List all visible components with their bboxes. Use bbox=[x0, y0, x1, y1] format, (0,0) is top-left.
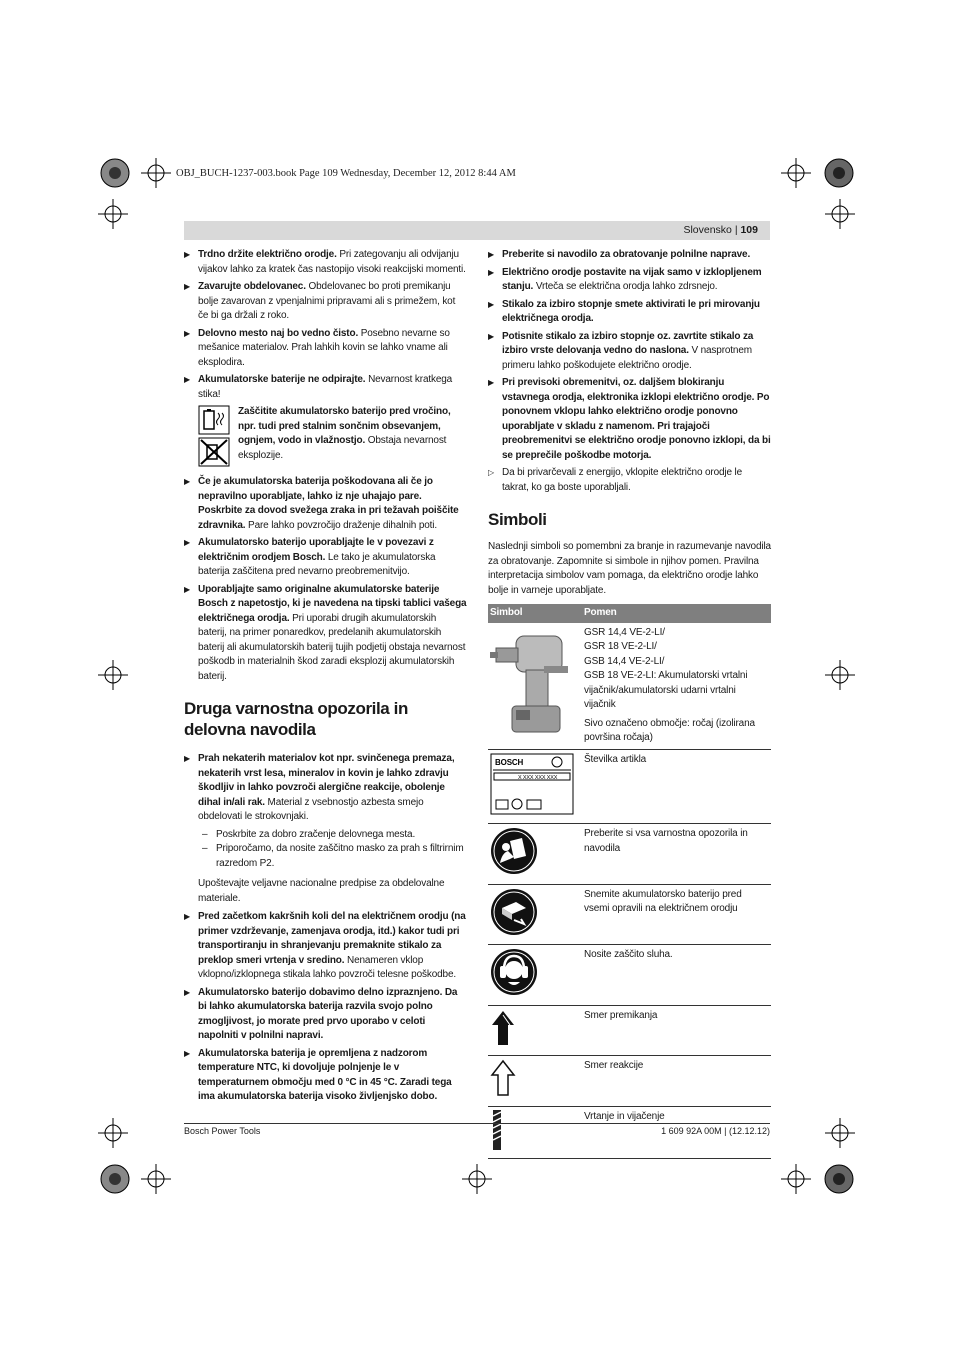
page-number: 109 bbox=[740, 224, 758, 236]
page-header bbox=[184, 221, 770, 240]
table-row bbox=[488, 623, 771, 750]
meaning-line: GSR 18 VE-2-LI/ bbox=[584, 641, 657, 652]
print-header: OBJ_BUCH-1237-003.book Page 109 Wednesday, December 12, 2012 8:44 AM bbox=[176, 168, 516, 179]
hearing-protection-icon bbox=[490, 948, 576, 1002]
left-column bbox=[184, 248, 467, 1108]
crosshair-icon bbox=[825, 660, 855, 690]
bullet-item: ▶ Akumulatorsko baterijo dobavimo delno izpraznjeno. Da bi lahko akumulatorska baterija razvila svojo polno zmogljivost, jo morate pred prvo uporabo v celoti napolniti v polnilni napravi. bbox=[184, 986, 467, 1044]
bullet-item: ▶ Zavarujte obdelovanec. Obdelovanec bo proti premikanju bolje zavarovan z vpenjalnimi pripravami ali s primežem, kot če bi ga držali z roko. bbox=[184, 280, 467, 324]
right-column bbox=[488, 248, 771, 1159]
table-row bbox=[488, 749, 771, 824]
table-row bbox=[488, 824, 771, 885]
dash-item: – Priporočamo, da nosite zaščitno masko za prah s filtrirnim razredom P2. bbox=[184, 842, 467, 871]
bullet-item: ▶ Pred začetkom kakršnih koli del na električnem orodju (na primer vzdrževanje, zamenjava orodja, itd.) kakor tudi pri transportiranju in shranjevanju premaknite stikalo za preklop smeri vrtenja v sredino. Nenameren vklop vklopno/izklopnega stikala lahko povzroči telesne poškodbe. bbox=[184, 910, 467, 983]
bullet-item: ▶ Delovno mesto naj bo vedno čisto. Posebno nevarne so mešanice materialov. Prah lahkih kovin se lahko vname ali eksplodira. bbox=[184, 327, 467, 371]
crosshair-icon bbox=[141, 1164, 171, 1194]
meaning-line: Smer reakcije bbox=[584, 1060, 644, 1071]
registration-mark-icon bbox=[823, 1163, 855, 1195]
battery-heat-icon bbox=[198, 405, 230, 435]
bullet-item: ▶ Če je akumulatorska baterija poškodovana ali če jo nepravilno uporabljate, lahko iz nje uhajajo pare. Poskrbite za dovod svežega zraka in pri težavah poiščite zdravnika. Pare lahko povzročijo draženje dihalnih poti. bbox=[184, 475, 467, 533]
nameplate-icon bbox=[490, 753, 576, 821]
crosshair-icon bbox=[98, 199, 128, 229]
bullet-item: ▶ Uporabljajte samo originalne akumulatorske baterije Bosch z napetostjo, ki je navedena na tipski tablici vašega električnega orodja. Pri uporabi drugih akumulatorskih baterij, na primer ponaredkov, predelanih akumulatorskih baterij ali akumulatorskih baterij tujih podjetij obstaja nevarnost poškodb in materialnih škod zaradi eksplozij akumulatorskih baterij. bbox=[184, 583, 467, 685]
registration-mark-icon bbox=[99, 157, 131, 189]
meaning-line: Snemite akumulatorsko baterijo pred vsemi opravili na električnem orodju bbox=[584, 888, 742, 914]
svg-text:X XXX XXX XXX: X XXX XXX XXX bbox=[518, 774, 558, 781]
bullet-item: ▶ Stikalo za izbiro stopnje smete aktivirati le pri mirovanju električnega orodja. bbox=[488, 298, 771, 327]
battery-heat-warning bbox=[198, 405, 467, 469]
table-row bbox=[488, 884, 771, 945]
meaning-extra: Sivo označeno območje: ročaj (izolirana površina ročaja) bbox=[584, 717, 755, 743]
crosshair-icon bbox=[98, 660, 128, 690]
left-mid-bullets bbox=[184, 475, 467, 684]
dash-list bbox=[184, 828, 467, 872]
bullet-item: ▶ Preberite si navodilo za obratovanje polnilne naprave. bbox=[488, 248, 771, 263]
footer-rule bbox=[184, 1123, 770, 1124]
tip-item: ▷ Da bi privarčevali z energijo, vklopite električno orodje le takrat, ko ga boste uporabljali. bbox=[488, 466, 771, 495]
crosshair-icon bbox=[781, 1164, 811, 1194]
footer-brand: Bosch Power Tools bbox=[184, 1126, 261, 1136]
meaning-line: Preberite si vsa varnostna opozorila in navodila bbox=[584, 828, 748, 854]
bullet-item: ▶ Akumulatorska baterija je opremljena z nadzorom temperature NTC, ki dovoljuje polnjenje le v temperaturnem območju med 0 °C in 45 °C. Zaradi tega ima akumulatorska baterija visoko življenjsko dobo. bbox=[184, 1047, 467, 1105]
crosshair-icon bbox=[98, 1118, 128, 1148]
warning-bold: Zaščitite akumulatorsko baterijo pred vročino, npr. tudi pred stalnim sončnim obsevanjem, ognjem, vodo in vlažnostjo. bbox=[238, 406, 451, 446]
meaning-line: GSB 14,4 VE-2-LI/ bbox=[584, 655, 665, 667]
movement-arrow-icon bbox=[490, 1009, 576, 1053]
registration-mark-icon bbox=[823, 157, 855, 189]
section-title: Druga varnostna opozorila in delovna navodila bbox=[184, 699, 408, 739]
bullet-item: ▶ Trdno držite električno orodje. Pri zategovanju ali odvijanju vijakov lahko za kratek čas nastopijo visoki reakcijski momenti. bbox=[184, 248, 467, 277]
bullet-item: ▶ Potisnite stikalo za izbiro stopnje oz. zavrtite stikalo za izbiro vrste delovanja vedno do naslona. V nasprotnem primeru lahko poškodujete električno orodje. bbox=[488, 330, 771, 374]
meaning-line: GSB 18 VE-2-LI: Akumulatorski vrtalni vijačnik/akumulatorski udarni vrtalni vijačnik bbox=[584, 670, 748, 710]
meaning-line: GSR 14,4 VE-2-LI/ bbox=[584, 626, 665, 638]
crosshair-icon bbox=[825, 199, 855, 229]
meaning-line: Številka artikla bbox=[584, 753, 647, 765]
simboli-title: Simboli bbox=[488, 510, 547, 529]
symbol-table bbox=[488, 604, 771, 1159]
table-header-meaning: Pomen bbox=[578, 604, 771, 623]
remove-battery-icon bbox=[490, 888, 576, 942]
meaning-line: Smer premikanja bbox=[584, 1009, 658, 1021]
crosshair-icon bbox=[781, 158, 811, 188]
left-bottom-bullets bbox=[184, 910, 467, 1105]
left-top-bullets bbox=[184, 248, 467, 402]
registration-mark-icon bbox=[99, 1163, 131, 1195]
bullet-item: ▶ Električno orodje postavite na vijak samo v izklopljenem stanju. Vrteča se električna orodja lahko zdrsnejo. bbox=[488, 266, 771, 295]
bullet-item: ▶ Pri previsoki obremenitvi, oz. daljšem blokiranju vstavnega orodja, elektronika izklopi električno orodje. Po ponovnem vklopu lahko električno orodje ponovno uporabljate v skladu z namenom. Pri trajajoči preobremenitvi se električno orodje ponovno izklopi, da bi se preprečile poškodbe motorja. bbox=[488, 376, 771, 463]
crosshair-icon bbox=[141, 158, 171, 188]
bullet-item: ▶ Akumulatorske baterije ne odpirajte. Nevarnost kratkega stika! bbox=[184, 373, 467, 402]
warning-text: Obstaja nevarnost eksplozije. bbox=[238, 435, 447, 461]
drill-bit-icon bbox=[490, 1110, 576, 1156]
table-row bbox=[488, 1005, 771, 1056]
reaction-arrow-icon bbox=[490, 1059, 576, 1103]
footer-doc-number: 1 609 92A 00M | (12.12.12) bbox=[661, 1126, 770, 1136]
table-row bbox=[488, 945, 771, 1006]
header-separator: | bbox=[731, 224, 741, 236]
right-bullets bbox=[488, 248, 771, 463]
crosshair-icon bbox=[825, 1118, 855, 1148]
crosshair-icon bbox=[462, 1164, 492, 1194]
read-manual-icon bbox=[490, 827, 576, 881]
dash-item: – Poskrbite za dobro zračenje delovnega mesta. bbox=[184, 828, 467, 843]
table-header-symbol: Simbol bbox=[488, 604, 578, 623]
dust-warning: ▶ Prah nekaterih materialov kot npr. svinčenega premaza, nekaterih vrst lesa, mineralov in kovin je lahko zdravju škodljiv in lahko povzroči alergične reakcije, obolenje dihal in/ali rak. Material z vsebnostjo azbesta smejo obdelovati le strokovnjaki. bbox=[184, 752, 467, 825]
meaning-line: Vrtanje in vijačenje bbox=[584, 1110, 665, 1122]
meaning-line: Nosite zaščito sluha. bbox=[584, 949, 673, 960]
no-water-fire-icon bbox=[198, 437, 230, 467]
bullet-item: ▶ Akumulatorsko baterijo uporabljajte le v povezavi z električnim orodjem Bosch. Le tako je akumulatorska baterija zaščitena pred nevarno preobremenitvijo. bbox=[184, 536, 467, 580]
drill-icon bbox=[490, 626, 576, 744]
svg-text:BOSCH: BOSCH bbox=[495, 757, 524, 767]
table-row bbox=[488, 1056, 771, 1107]
header-language: Slovensko bbox=[683, 224, 732, 236]
simboli-intro: Naslednji simboli so pomembni za branje in razumevanje navodila za obratovanje. Zapomnite si simbole in njihov pomen. Pravilna interpretacija simbolov vam pomaga, da električno orodje lahko bolje in varneje uporabljate. bbox=[488, 541, 771, 596]
note-text: Upoštevajte veljavne nacionalne predpise za obdelovalne materiale. bbox=[198, 878, 445, 904]
